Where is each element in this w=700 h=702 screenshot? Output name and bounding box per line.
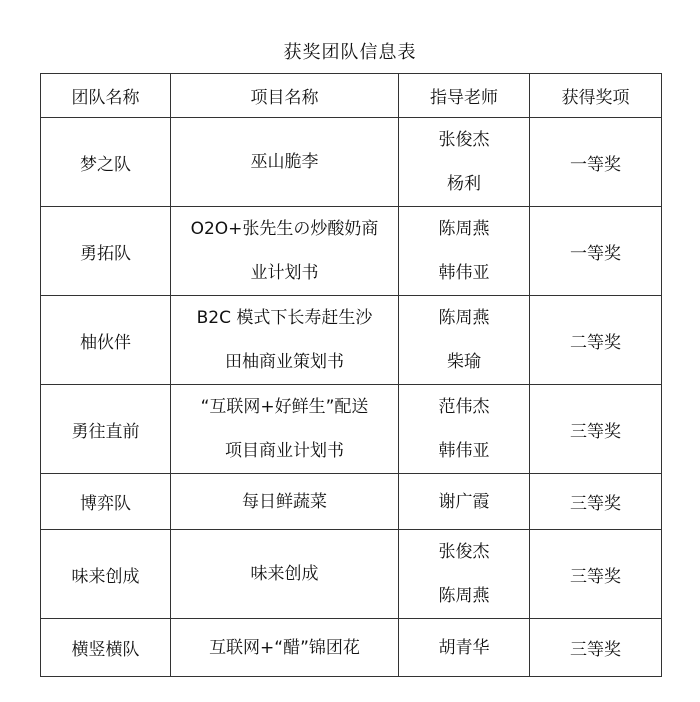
advisor-name: 谢广霞 — [438, 491, 490, 512]
award-cell: 一等奖 — [530, 118, 662, 207]
project-name-cell — [171, 118, 399, 207]
table-row — [41, 385, 662, 474]
project-line: 每日鲜蔬菜 — [242, 491, 327, 512]
award-cell: 三等奖 — [530, 385, 662, 474]
advisor-name: 张俊杰 — [438, 130, 490, 150]
advisor-cell — [399, 530, 530, 619]
project-name-cell — [171, 530, 399, 619]
award-cell: 二等奖 — [530, 296, 662, 385]
advisor-cell — [399, 207, 530, 296]
team-name-cell: 梦之队 — [41, 118, 171, 207]
advisor-cell — [399, 296, 530, 385]
advisor-name: 陈周燕 — [438, 219, 490, 239]
advisor-name: 胡青华 — [438, 637, 490, 658]
team-name-cell: 横竖横队 — [41, 619, 171, 677]
award-cell: 一等奖 — [530, 207, 662, 296]
project-name-cell — [171, 296, 399, 385]
table-row — [41, 207, 662, 296]
project-line: “互联网+好鲜生”配送 — [200, 397, 369, 417]
table-row — [41, 118, 662, 207]
header-row — [41, 74, 662, 118]
award-team-table — [40, 73, 662, 677]
advisor-cell — [399, 385, 530, 474]
advisor-name: 韩伟亚 — [438, 441, 490, 461]
advisor-cell — [399, 118, 530, 207]
advisor-name: 张俊杰 — [438, 542, 490, 562]
project-line: 巫山脆李 — [250, 152, 319, 172]
advisor-cell — [399, 474, 530, 530]
team-name-cell: 勇拓队 — [41, 207, 171, 296]
team-name-cell: 柚伙伴 — [41, 296, 171, 385]
award-cell: 三等奖 — [530, 530, 662, 619]
advisor-name: 柴瑜 — [447, 352, 481, 372]
project-line: O2O+张先生の炒酸奶商 — [190, 219, 379, 239]
advisor-name: 杨利 — [447, 174, 481, 194]
advisor-name: 范伟杰 — [438, 397, 490, 417]
advisor-cell — [399, 619, 530, 677]
project-line: B2C 模式下长寿赶生沙 — [196, 308, 373, 328]
advisor-name: 韩伟亚 — [438, 263, 490, 283]
project-line: 互联网+“醋”锦团花 — [209, 637, 360, 658]
project-name-cell — [171, 207, 399, 296]
table-row — [41, 530, 662, 619]
advisor-name: 陈周燕 — [438, 308, 490, 328]
award-cell: 三等奖 — [530, 474, 662, 530]
project-name-cell — [171, 385, 399, 474]
advisor-name: 陈周燕 — [438, 586, 490, 606]
project-name-cell — [171, 474, 399, 530]
table-row — [41, 474, 662, 530]
header-team-name: 团队名称 — [41, 74, 171, 118]
team-name-cell: 博弈队 — [41, 474, 171, 530]
header-award: 获得奖项 — [530, 74, 662, 118]
table-row — [41, 619, 662, 677]
project-line: 业计划书 — [250, 263, 319, 283]
project-line: 田柚商业策划书 — [225, 352, 344, 372]
header-advisor: 指导老师 — [399, 74, 530, 118]
project-line: 项目商业计划书 — [225, 441, 344, 461]
header-project-name: 项目名称 — [171, 74, 399, 118]
project-name-cell — [171, 619, 399, 677]
team-name-cell: 味来创成 — [41, 530, 171, 619]
team-name-cell: 勇往直前 — [41, 385, 171, 474]
award-cell: 三等奖 — [530, 619, 662, 677]
project-line: 味来创成 — [250, 564, 319, 584]
table-title: 获奖团队信息表 — [283, 42, 417, 63]
table-row — [41, 296, 662, 385]
